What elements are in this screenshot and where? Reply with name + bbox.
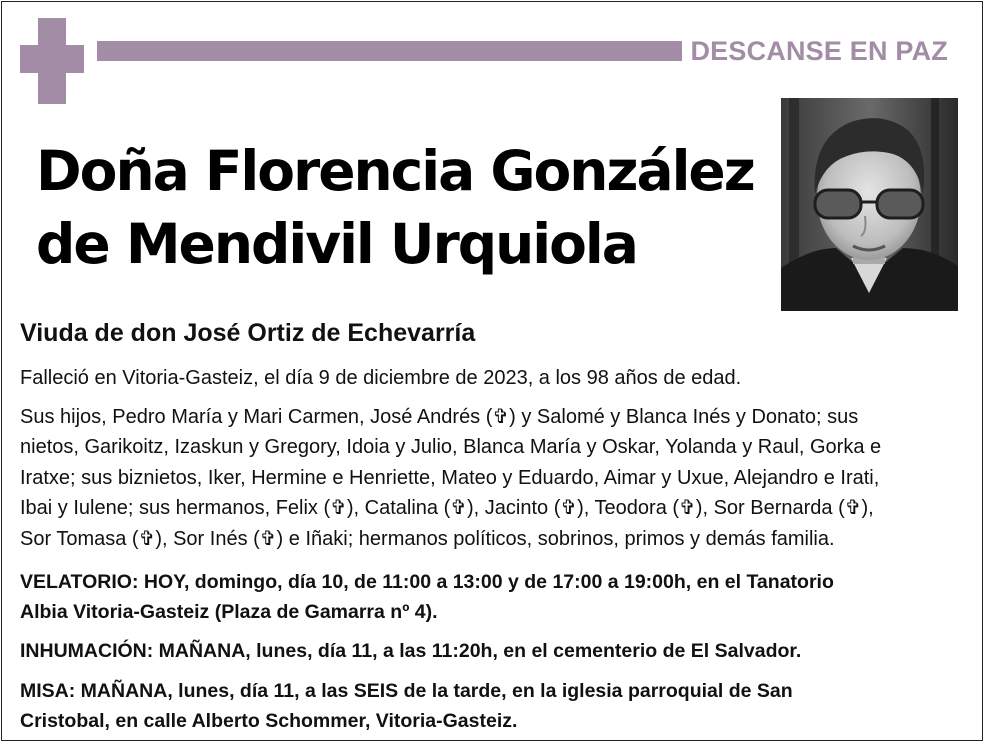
family-line: nietos, Garikoitz, Izaskun y Gregory, Idoia y Julio, Blanca María y Oskar, Yolanda y Raul, Gorka e [20,436,882,459]
inhumacion-paragraph [20,636,975,666]
deceased-name-line-1: Doña Florencia González [36,139,754,203]
cross-icon-bar [20,45,84,73]
header-band [97,41,682,61]
velatorio-line: Albia Vitoria-Gasteiz (Plaza de Gamarra nº 4). [20,601,438,624]
family-line: Sus hijos, Pedro María y Mari Carmen, José Andrés (✞) y Salomé y Blanca Inés y Donato; sus [20,406,859,428]
subtitle-widow: Viuda de don José Ortiz de Echevarría [20,319,476,347]
family-line: Ibai y Iulene; sus hermanos, Felix (✞), Catalina (✞), Jacinto (✞), Teodora (✞), Sor Bernarda (✞), [20,497,874,520]
velatorio-line: VELATORIO: HOY, domingo, día 10, de 11:00 a 13:00 y de 17:00 a 19:00h, en el Tanatorio [20,571,834,593]
obituary-card [1,1,983,741]
deceased-name [36,135,754,281]
deceased-name-line-2: de Mendivil Urquiola [36,212,637,276]
family-line: Sor Tomasa (✞), Sor Inés (✞) e Iñaki; hermanos políticos, sobrinos, primos y demás familia. [20,527,835,550]
family-paragraph [20,402,970,554]
misa-line: MISA: MAÑANA, lunes, día 11, a las SEIS de la tarde, en la iglesia parroquial de San [20,680,793,702]
misa-paragraph [20,676,975,737]
heading-descanse-en-paz: DESCANSE EN PAZ [690,36,948,66]
family-line: Iratxe; sus biznietos, Iker, Hermine e Henriette, Mateo y Eduardo, Aimar y Uxue, Alejandro e Irati, [20,466,880,489]
inhumacion-line: INHUMACIÓN: MAÑANA, lunes, día 11, a las 11:20h, en el cementerio de El Salvador. [20,640,802,662]
velatorio-paragraph [20,567,975,628]
portrait-photo [781,98,958,311]
portrait-image [781,98,958,311]
misa-line: Cristobal, en calle Alberto Schommer, Vitoria-Gasteiz. [20,710,518,733]
death-notice: Falleció en Vitoria-Gasteiz, el día 9 de diciembre de 2023, a los 98 años de edad. [20,367,742,389]
